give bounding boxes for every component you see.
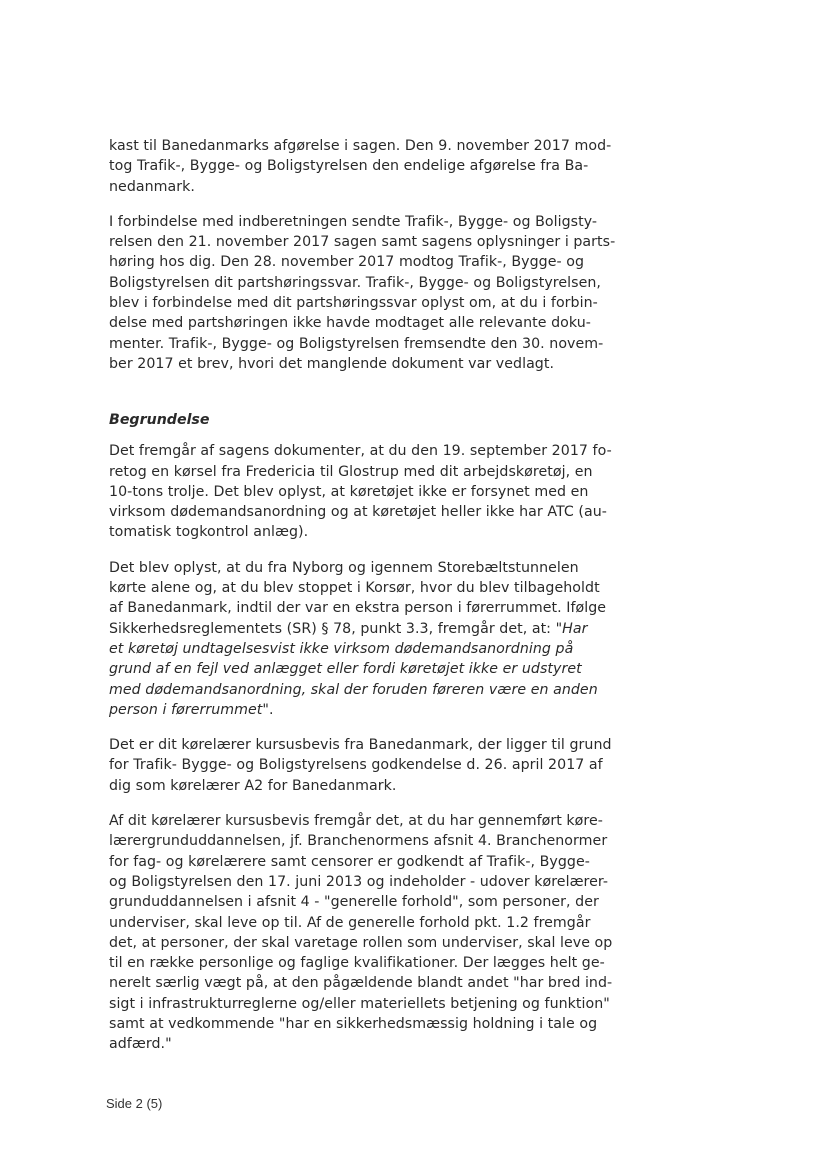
quoted-regulation: et køretøj undtagelsesvist ikke virksom dødemandsanordning på: [109, 640, 574, 657]
text-line: nedanmark.: [109, 178, 195, 195]
text-line: Det blev oplyst, at du fra Nyborg og igennem Storebæltstunnelen: [109, 559, 579, 576]
text-line: 10-tons trolje. Det blev oplyst, at køretøjet ikke er forsynet med en: [109, 483, 589, 500]
text-line: Af dit kørelærer kursusbevis fremgår det, at du har gennemført køre-: [109, 813, 603, 830]
text-line: til en række personlige og faglige kvalifikationer. Der lægges helt ge-: [109, 955, 605, 972]
document-body: [109, 136, 616, 1070]
text-line: det, at personer, der skal varetage rollen som underviser, skal leve op: [109, 934, 613, 951]
text-line: for fag- og kørelærere samt censorer er godkendt af Trafik-, Bygge-: [109, 853, 590, 870]
text-line: samt at vedkommende "har en sikkerhedsmæssig holdning i tale og: [109, 1015, 598, 1032]
text-line: tomatisk togkontrol anlæg).: [109, 524, 309, 541]
text-line: virksom dødemandsanordning og at køretøjet heller ikke har ATC (au-: [109, 504, 607, 521]
text-line: blev i forbindelse med dit partshøringssvar oplyst om, at du i forbin-: [109, 295, 598, 312]
text-line: kast til Banedanmarks afgørelse i sagen. Den 9. november 2017 mod-: [109, 138, 612, 154]
text-line: og Boligstyrelsen den 17. juni 2013 og indeholder - udover kørelærer-: [109, 873, 609, 890]
text-line: Det fremgår af sagens dokumenter, at du den 19. september 2017 fo-: [109, 443, 612, 460]
text-line: nerelt særlig vægt på, at den pågældende blandt andet "har bred ind-: [109, 975, 613, 992]
section-heading-begrundelse: Begrundelse: [109, 412, 210, 429]
text-line: ber 2017 et brev, hvori det manglende dokument var vedlagt.: [109, 355, 555, 372]
paragraph-appeal-forwarded: [109, 136, 612, 197]
text-line: Boligstyrelsen dit partshøringssvar. Trafik-, Bygge- og Boligstyrelsen,: [109, 274, 601, 291]
text-line: [109, 680, 609, 700]
text-line: underviser, skal leve op til. Af de generelle forhold pkt. 1.2 fremgår: [109, 914, 591, 931]
text-line: adfærd.": [109, 1036, 172, 1053]
text-line: lærergrunduddannelsen, jf. Branchenormens afsnit 4. Branchenormer: [109, 833, 608, 850]
text-line: [109, 700, 609, 720]
paragraph-hearing: [109, 212, 616, 374]
text-line: [109, 619, 609, 639]
text-line: relsen den 21. november 2017 sagen samt sagens oplysninger i parts-: [109, 234, 616, 251]
text-line: høring hos dig. Den 28. november 2017 modtog Trafik-, Bygge- og: [109, 254, 585, 271]
text-line: tog Trafik-, Bygge- og Boligstyrelsen den endelige afgørelse fra Ba-: [109, 158, 589, 175]
text-line: I forbindelse med indberetningen sendte Trafik-, Bygge- og Boligsty-: [109, 213, 598, 230]
paragraph-trip-details: [109, 441, 612, 542]
page-number: Side 2 (5): [106, 1096, 163, 1111]
text-line: kørte alene og, at du blev stoppet i Korsør, hvor du blev tilbageholdt: [109, 580, 600, 597]
text-line: grunduddannelsen i afsnit 4 - "generelle forhold", som personer, der: [109, 894, 599, 911]
text-line: af Banedanmark, indtil der var en ekstra person i førerrummet. Ifølge: [109, 600, 607, 617]
text-line: [109, 639, 609, 659]
paragraph-certificate: [109, 735, 612, 796]
text-line: Det er dit kørelærer kursusbevis fra Banedanmark, der ligger til grund: [109, 737, 612, 754]
quoted-regulation: grund af en fejl ved anlægget eller fordi køretøjet ikke er udstyret: [109, 661, 582, 678]
text-line: for Trafik- Bygge- og Boligstyrelsens godkendelse d. 26. april 2017 af: [109, 757, 603, 774]
text-line: [109, 659, 609, 679]
paragraph-branch-norms: [109, 811, 613, 1055]
quoted-regulation: person i førerrummet": [109, 701, 269, 718]
text-line: delse med partshøringen ikke havde modtaget alle relevante doku-: [109, 315, 591, 332]
text-line: sigt i infrastrukturreglerne og/eller materiellets betjening og funktion": [109, 995, 610, 1012]
text-fragment: Sikkerhedsreglementets (SR) § 78, punkt 3.3, fremgår det, at:: [109, 620, 556, 637]
text-line: menter. Trafik-, Bygge- og Boligstyrelsen fremsendte den 30. novem-: [109, 335, 604, 352]
text-line: dig som kørelærer A2 for Banedanmark.: [109, 777, 397, 794]
paragraph-storebaelt-stop: [109, 558, 609, 720]
text-fragment: .: [269, 701, 274, 718]
text-line: retog en kørsel fra Fredericia til Glostrup med dit arbejdskøretøj, en: [109, 463, 593, 480]
quoted-regulation: "Har: [555, 620, 588, 637]
quoted-regulation: med dødemandsanordning, skal der foruden føreren være en anden: [109, 681, 598, 698]
